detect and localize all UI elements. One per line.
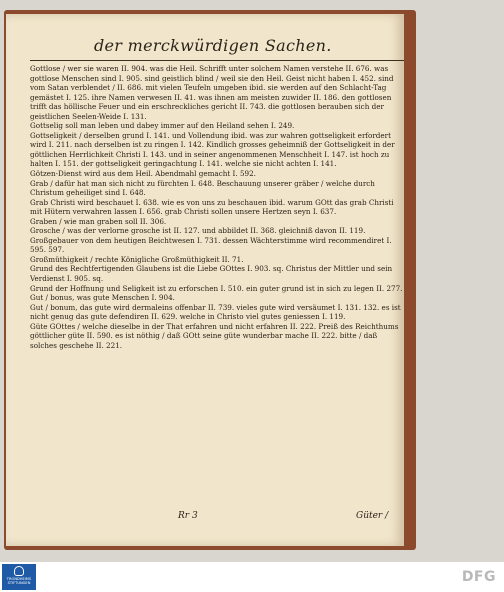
index-entry: Götzen-Dienst wird aus dem Heil. Abendmahl gemacht I. 592. bbox=[30, 169, 256, 179]
index-entry: Grab / dafür hat man sich nicht zu fürchten I. 648. Beschauung unserer gräber / welche durch Christum geheiliget sind I. 648. bbox=[30, 178, 375, 198]
index-entry: Gottselig soll man leben und dabey immer auf den Heiland sehen I. 249. bbox=[30, 121, 295, 131]
index-entry: Gottseligkeit / derselben grund I. 141. und Vollendung ibid. was zur wahren gottseligkeit erfordert wird I. 211. nach derselben ist zu ringen I. 142. Kindlich grosses geheimniß der Gottseligkeit in der göttlichen Herrlichkeit Christi I. 143. und in seiner angenommenen Menschheit I. 147. ist hoch zu halten I. 151. der gottseligkeit geringachtung I. 141. welche sie nicht achten I. 141. bbox=[30, 130, 395, 169]
library-logo-text: TRONDHEIMS STIFTUNGEN bbox=[6, 577, 32, 585]
running-header: der merckwürdigen Sachen. bbox=[94, 36, 332, 55]
index-entry: Grosche / was der verlorne grosche ist II. 127. und abbildet II. 368. gleichniß davon II. 119. bbox=[30, 226, 366, 236]
index-entry: Gut / bonum, das gute wird dermaleins offenbar II. 739. vieles gute wird versäumet I. 131. 132. es ist nicht genug das gute defendiren II. 629. welche in Christo viel gutes geniessen I. 119. bbox=[30, 302, 401, 322]
index-entry: Großmüthigkeit / rechte Königliche Großmüthigkeit II. 71. bbox=[30, 254, 244, 264]
index-entry: Grund des Rechtfertigenden Glaubens ist die Liebe GOttes I. 903. sq. Christus der Mittler und sein Verdienst I. 905. sq. bbox=[30, 264, 393, 284]
index-entry: Gottlose / wer sie waren II. 904. was die Heil. Schrifft unter solchem Namen verstehe II. 676. was gottlose Menschen sind I. 905. sind geistlich blind / weil sie den Heil. Geist nicht haben I. 452. sind vom Satan verblendet / II. 686. mit vielen Teufeln umgeben ibid. sie werden auf den Schlacht-Tag gemästet I. 125. ihre Namen verwesen II. 41. was ihnen am meisten zuwider II. 186. den gottlosen trifft das höllische Feuer und ein erschreckliches gericht II. 743. die gottlosen berauben sich der geistlichen Seelen-Weide I. 131. bbox=[30, 64, 394, 121]
index-entry: Gut / bonus, was gute Menschen I. 904. bbox=[30, 293, 175, 303]
index-entry: Grab Christi wird beschauet I. 638. wie es von uns zu beschauen ibid. warum GOtt das grab Christi mit Hütern verwahren lassen I. 656. grab Christi sollen unsere Hertzen seyn I. 637. bbox=[30, 197, 394, 217]
viewer-footer-bar bbox=[0, 562, 504, 592]
catchword: Güter / bbox=[356, 511, 389, 521]
index-entry: Graben / wie man graben soll II. 306. bbox=[30, 216, 167, 226]
dfg-logo[interactable]: DFG bbox=[461, 569, 496, 585]
header-rule bbox=[30, 60, 404, 61]
crest-icon bbox=[14, 566, 24, 576]
index-entry: Güte GOttes / welche dieselbe in der That erfahren und nicht erfahren II. 222. Preiß des Reichthums göttlicher güte II. 590. es ist nöthig / daß GOtt seine güte wunderbar mache II. 222. bitte / daß solches geschehe II. 221. bbox=[30, 321, 399, 350]
library-logo[interactable] bbox=[2, 564, 36, 590]
signature-mark: Rr 3 bbox=[178, 511, 198, 521]
index-text bbox=[30, 64, 404, 350]
index-entry: Großgebauer von dem heutigen Beichtwesen I. 731. dessen Wächterstimme wird recommendiret I. 595. 597. bbox=[30, 235, 392, 255]
index-entry: Grund der Hoffnung und Seligkeit ist zu erforschen I. 510. ein guter grund ist in sich zu legen II. 277. bbox=[30, 283, 403, 293]
